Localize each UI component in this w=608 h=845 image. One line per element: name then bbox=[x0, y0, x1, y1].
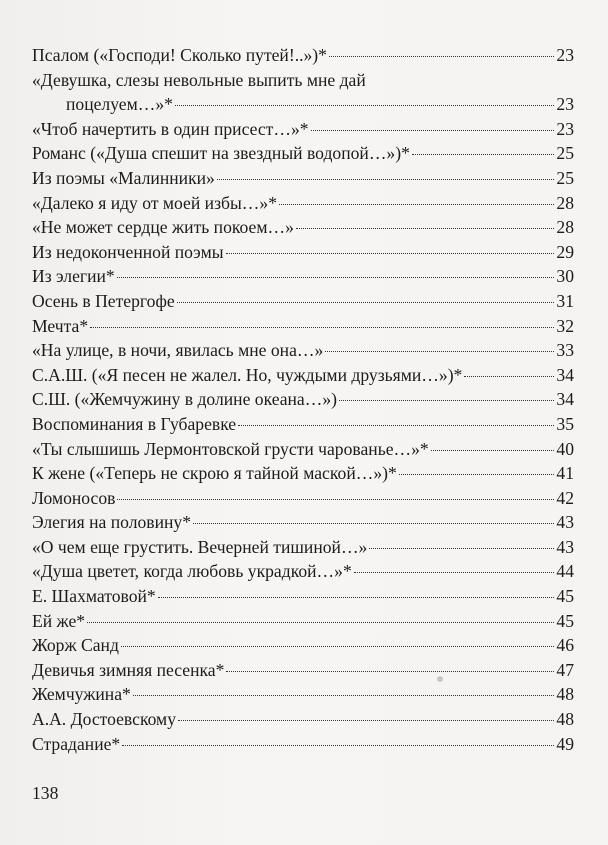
dot-leader bbox=[296, 228, 555, 229]
toc-entry-page: 31 bbox=[556, 290, 574, 311]
toc-entry bbox=[32, 141, 574, 166]
toc-entry bbox=[32, 117, 574, 142]
toc-entry-title: С.Ш. («Жемчужину в долине океана…») bbox=[32, 389, 337, 410]
toc-entry-page: 25 bbox=[556, 167, 574, 188]
dot-leader bbox=[121, 646, 554, 647]
dot-leader bbox=[217, 179, 555, 180]
dot-leader bbox=[117, 277, 555, 278]
dot-leader bbox=[178, 720, 554, 721]
page-number: 138 bbox=[32, 783, 59, 803]
toc-entry-page: 46 bbox=[556, 635, 574, 656]
toc-entry-page: 40 bbox=[556, 438, 574, 459]
toc-entry bbox=[32, 240, 574, 265]
toc-entry-page: 29 bbox=[556, 241, 574, 262]
toc-entry-page: 30 bbox=[556, 266, 574, 287]
toc-entry-page: 49 bbox=[556, 733, 574, 754]
toc-entry-page: 48 bbox=[556, 709, 574, 730]
toc-entry bbox=[32, 437, 574, 462]
dot-leader bbox=[193, 523, 554, 524]
toc-entry-page: 43 bbox=[556, 536, 574, 557]
toc-entry-page: 23 bbox=[556, 94, 574, 115]
toc-entry bbox=[32, 338, 574, 363]
dot-leader bbox=[122, 745, 554, 746]
toc-entry bbox=[32, 363, 574, 388]
toc-entry-title: «Девушка, слезы невольные выпить мне дай bbox=[32, 69, 366, 90]
toc-entry-title: С.А.Ш. («Я песен не жалел. Но, чуждыми друзьями…»)* bbox=[32, 364, 463, 385]
dot-leader bbox=[117, 499, 554, 500]
toc-entry-title: А.А. Достоевскому bbox=[32, 709, 176, 730]
toc-entry bbox=[32, 486, 574, 511]
dot-leader bbox=[87, 622, 554, 623]
toc-entry bbox=[32, 68, 574, 117]
toc-entry-page: 23 bbox=[556, 118, 574, 139]
toc-entry-page: 28 bbox=[556, 217, 574, 238]
toc-entry-title: Элегия на половину* bbox=[32, 512, 192, 533]
toc-entry bbox=[32, 412, 574, 437]
toc-entry-title: Из элегии* bbox=[32, 266, 115, 287]
dot-leader bbox=[329, 56, 554, 57]
toc-entry-title: «Ты слышишь Лермонтовской грусти чарованье…»* bbox=[32, 438, 429, 459]
toc-entry-page: 44 bbox=[556, 561, 574, 582]
toc-entry-title: Е. Шахматовой* bbox=[32, 586, 156, 607]
toc-entry bbox=[32, 584, 574, 609]
toc-entry-title: Девичья зимняя песенка* bbox=[32, 659, 225, 680]
toc-entry-title: Из недоконченной поэмы bbox=[32, 241, 224, 262]
toc-entry bbox=[32, 609, 574, 634]
toc-entry-title: Мечта* bbox=[32, 315, 89, 336]
toc-entry-page: 43 bbox=[556, 512, 574, 533]
table-of-contents bbox=[32, 43, 574, 756]
toc-entry bbox=[32, 215, 574, 240]
dot-leader bbox=[90, 327, 554, 328]
toc-entry-title: Воспоминания в Губаревке bbox=[32, 413, 237, 434]
dot-leader bbox=[238, 425, 554, 426]
toc-entry-page: 42 bbox=[556, 487, 574, 508]
toc-entry bbox=[32, 682, 574, 707]
toc-entry bbox=[32, 43, 574, 68]
toc-entry-title-continued: поцелуем…»* bbox=[66, 94, 173, 115]
toc-entry-title: Жемчужина* bbox=[32, 684, 131, 705]
dot-leader bbox=[226, 253, 555, 254]
dot-leader bbox=[158, 597, 555, 598]
toc-entry-title: «Не может сердце жить покоем…» bbox=[32, 217, 294, 238]
paper-spot bbox=[437, 676, 443, 682]
toc-entry bbox=[32, 289, 574, 314]
toc-entry-title: «Душа цветет, когда любовь украдкой…»* bbox=[32, 561, 352, 582]
toc-entry bbox=[32, 264, 574, 289]
toc-entry-title: «Далеко я иду от моей избы…»* bbox=[32, 192, 277, 213]
toc-entry bbox=[32, 707, 574, 732]
dot-leader bbox=[464, 376, 554, 377]
toc-entry-page: 34 bbox=[556, 364, 574, 385]
toc-entry-page: 23 bbox=[556, 45, 574, 65]
toc-entry bbox=[32, 314, 574, 339]
toc-entry bbox=[32, 387, 574, 412]
toc-entry-page: 45 bbox=[556, 586, 574, 607]
toc-entry-page: 25 bbox=[556, 143, 574, 164]
toc-entry-page: 45 bbox=[556, 610, 574, 631]
dot-leader bbox=[311, 130, 555, 131]
toc-entry-page: 28 bbox=[556, 192, 574, 213]
dot-leader bbox=[226, 671, 554, 672]
toc-entry bbox=[32, 166, 574, 191]
toc-entry-page: 47 bbox=[556, 659, 574, 680]
toc-entry bbox=[32, 461, 574, 486]
dot-leader bbox=[339, 400, 554, 401]
toc-entry bbox=[32, 732, 574, 757]
dot-leader bbox=[399, 474, 555, 475]
toc-entry-title: Осень в Петергофе bbox=[32, 290, 175, 311]
toc-entry bbox=[32, 535, 574, 560]
toc-entry-page: 34 bbox=[556, 389, 574, 410]
toc-entry-title: Из поэмы «Малинники» bbox=[32, 167, 215, 188]
toc-entry bbox=[32, 191, 574, 216]
toc-entry-title: «На улице, в ночи, явилась мне она…» bbox=[32, 340, 324, 361]
toc-entry-title: Жорж Санд bbox=[32, 635, 119, 656]
dot-leader bbox=[369, 548, 554, 549]
toc-entry-title: «О чем еще грустить. Вечерней тишиной…» bbox=[32, 536, 368, 557]
toc-entry bbox=[32, 633, 574, 658]
toc-entry-page: 41 bbox=[556, 463, 574, 484]
toc-entry-title: Псалом («Господи! Сколько путей!..»)* bbox=[32, 45, 327, 65]
toc-entry-page: 35 bbox=[556, 413, 574, 434]
dot-leader bbox=[175, 105, 554, 106]
toc-entry bbox=[32, 510, 574, 535]
toc-entry-title: Романс («Душа спешит на звездный водопой…»)* bbox=[32, 143, 410, 164]
toc-entry bbox=[32, 559, 574, 584]
toc-entry-page: 33 bbox=[556, 340, 574, 361]
toc-entry-page: 32 bbox=[556, 315, 574, 336]
dot-leader bbox=[354, 572, 555, 573]
toc-entry bbox=[32, 658, 574, 683]
dot-leader bbox=[412, 154, 555, 155]
toc-entry-title: Ломоносов bbox=[32, 487, 116, 508]
dot-leader bbox=[431, 450, 555, 451]
toc-entry-title: К жене («Теперь не скрою я тайной маской…»)* bbox=[32, 463, 397, 484]
toc-entry-title: «Чтоб начертить в один присест…»* bbox=[32, 118, 309, 139]
dot-leader bbox=[279, 204, 554, 205]
dot-leader bbox=[133, 695, 555, 696]
toc-entry-title: Ей же* bbox=[32, 610, 86, 631]
toc-entry-title: Страдание* bbox=[32, 733, 121, 754]
dot-leader bbox=[177, 302, 555, 303]
toc-entry-page: 48 bbox=[556, 684, 574, 705]
dot-leader bbox=[325, 351, 554, 352]
